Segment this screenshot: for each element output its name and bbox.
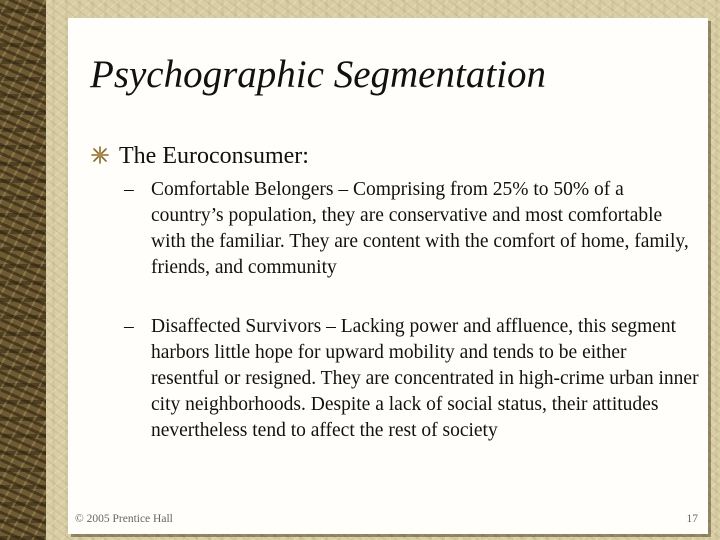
textured-left-strip xyxy=(0,0,46,540)
sub-bullet-dash: – xyxy=(124,316,134,337)
sub-bullet-disaffected-survivors xyxy=(124,314,704,470)
slide-title: Psychographic Segmentation xyxy=(90,53,546,96)
sub-bullet-dash: – xyxy=(124,179,134,200)
footer-copyright: © 2005 Prentice Hall xyxy=(75,513,173,525)
sub-bullet-comfortable-belongers xyxy=(124,177,704,307)
starburst-bullet-icon xyxy=(91,146,109,164)
sub-bullet-text: Comfortable Belongers – Comprising from 25% to 50% of a country’s population, they are conservative and most comfortable with the familiar. They are content with the comfort of home, family, friends, and community xyxy=(151,179,689,278)
bullet-heading: The Euroconsumer: xyxy=(119,143,309,169)
sub-bullet-text: Disaffected Survivors – Lacking power and affluence, this segment harbors little hope for upward mobility and tends to be either resentful or resigned. They are concentrated in high-crime urban inner city neighborhoods. Despite a lack of social status, their attitudes nevertheless tend to affect the rest of society xyxy=(151,316,699,441)
footer-page-number: 17 xyxy=(686,513,698,525)
